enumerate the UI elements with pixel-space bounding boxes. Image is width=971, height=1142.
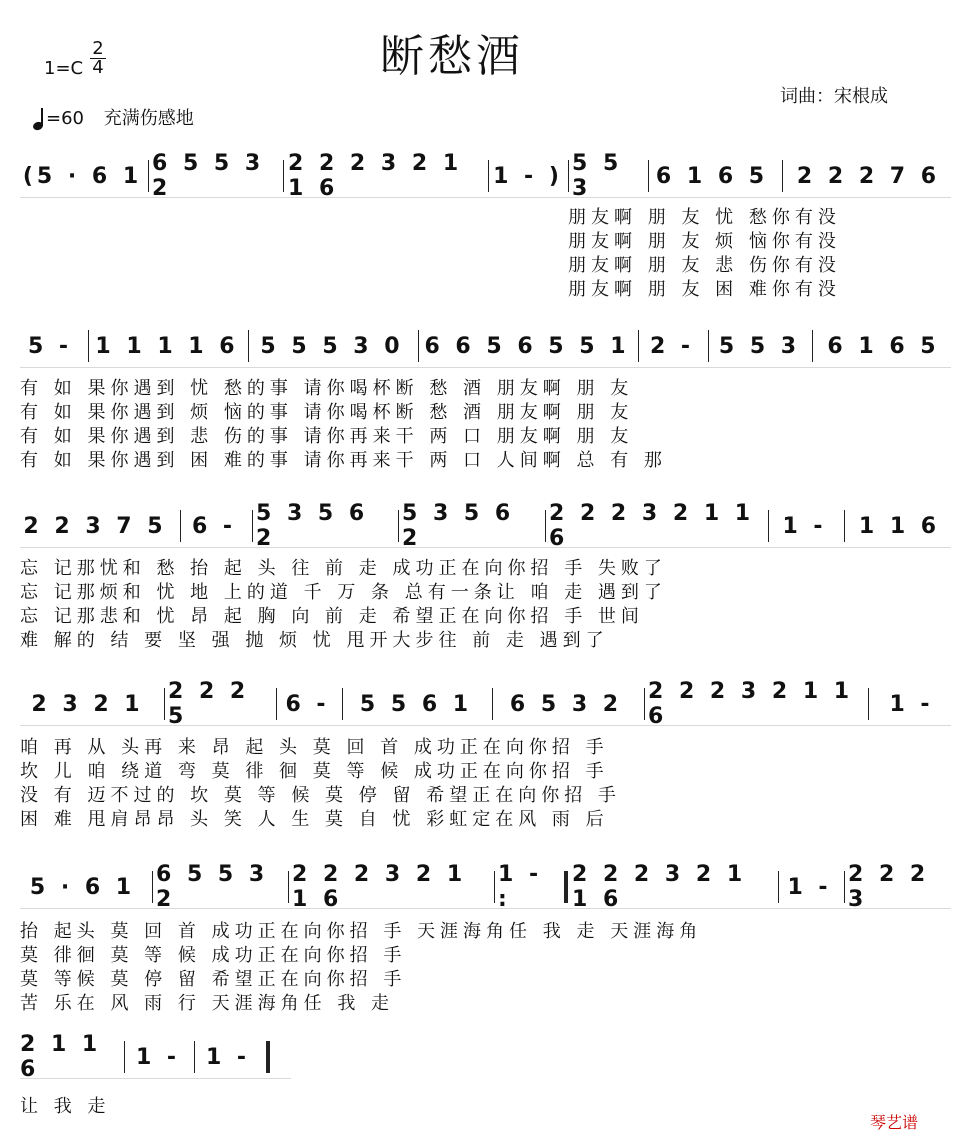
- lyric-line: 朋友啊 朋 友 困 难你有没: [568, 279, 841, 300]
- measure: 6 6 5 6 5 5 1: [424, 333, 630, 359]
- lyric-line: 咱 再 从 头再 来 昂 起 头 莫 回 首 成功正在向你招 手: [20, 737, 609, 758]
- measure: 2 3 2 1: [31, 691, 144, 717]
- bar-line: [88, 330, 89, 362]
- bar-line: [248, 330, 249, 362]
- bar-line: [283, 160, 284, 192]
- measure: 2 2 2 3: [848, 862, 930, 912]
- measure: 5 3 5 6 2: [402, 501, 515, 551]
- repeat-bar-line: [564, 871, 568, 903]
- bar-line: [868, 688, 869, 720]
- measure: 5 5 6 1: [359, 691, 473, 717]
- measure: 6 5 5 3 2: [156, 862, 269, 912]
- measure: 2 2 2 3 2 1 1 6: [549, 501, 755, 551]
- music-system-3: [20, 501, 951, 551]
- expression-text: 充满伤感地: [103, 108, 194, 129]
- measure: 1 -: [205, 1044, 251, 1070]
- bar-line: [398, 510, 399, 542]
- measure: 2 2 2 3 2 1 1 6: [288, 151, 463, 201]
- time-signature: 2 4: [90, 40, 106, 77]
- lyric-line: 有 如 果你遇到 困 难的事 请你再来干 两 口 人间啊 总 有 那: [20, 450, 667, 471]
- lyric-line: 朋友啊 朋 友 烦 恼你有没: [568, 231, 841, 252]
- bar-line: [152, 871, 153, 903]
- measure: 1 1 6: [858, 513, 941, 539]
- measure: 1 -: [889, 691, 934, 717]
- music-system-4: [20, 679, 951, 729]
- music-system-1: [20, 151, 951, 201]
- bar-line: [638, 330, 639, 362]
- measure: 6 1 6 5: [827, 333, 940, 359]
- bar-line: [494, 871, 495, 903]
- bar-line: [180, 510, 181, 542]
- measure: 2 1 1 6: [20, 1032, 102, 1082]
- bar-line: [164, 688, 165, 720]
- measure: 1 -: [787, 874, 832, 900]
- measure: 2 2 2 7 6: [796, 163, 941, 189]
- bar-line: [148, 160, 149, 192]
- music-system-5: [20, 862, 951, 912]
- bar-line: [644, 688, 645, 720]
- lyric-line: 苦 乐在 风 雨 行 天涯海角任 我 走: [20, 993, 395, 1014]
- bar-line: [488, 160, 489, 192]
- measure: 1 -: [135, 1044, 181, 1070]
- key-signature: 1=C: [44, 58, 84, 79]
- measure: 5 -: [27, 333, 73, 359]
- lyric-line: 朋友啊 朋 友 忧 愁你有没: [568, 207, 841, 228]
- measure: (5 · 6 1: [22, 163, 143, 189]
- bar-line: [568, 160, 569, 192]
- measure: 5 5 5 3 0: [260, 333, 404, 359]
- lyric-line: 难 解的 结 要 坚 强 抛 烦 忧 甩开大步往 前 走 遇到了: [20, 630, 609, 651]
- lyric-line: 有 如 果你遇到 烦 恼的事 请你喝杯断 愁 酒 朋友啊 朋 友: [20, 402, 634, 423]
- music-system-6: [20, 1032, 291, 1082]
- bar-line: [545, 510, 546, 542]
- final-bar-line: [266, 1041, 270, 1073]
- measure: 5 · 6 1: [29, 874, 136, 900]
- measure: 2 2 3 7 5: [23, 513, 167, 539]
- measure: 1 1 1 1 6: [95, 333, 239, 359]
- lyric-line: 有 如 果你遇到 忧 愁的事 请你喝杯断 愁 酒 朋友啊 朋 友: [20, 378, 634, 399]
- measure: 6 5 3 2: [509, 691, 623, 717]
- bar-line: [778, 871, 779, 903]
- lyric-line: 莫 等候 莫 停 留 希望正在向你招 手: [20, 969, 407, 990]
- music-system-2: [20, 325, 951, 368]
- lyric-line: 抬 起头 莫 回 首 成功正在向你招 手 天涯海角任 我 走 天涯海角: [20, 921, 703, 942]
- lyric-line: 朋友啊 朋 友 悲 伤你有没: [568, 255, 841, 276]
- bar-line: [844, 871, 845, 903]
- tempo-marking: =60 充满伤感地: [32, 104, 194, 130]
- bar-line: [648, 160, 649, 192]
- measure: 2 2 2 3 2 1 1 6: [292, 862, 467, 912]
- measure: 2 2 2 3 2 1 1 6: [572, 862, 747, 912]
- measure: 2 2 2 5: [168, 679, 250, 729]
- lyric-line: 有 如 果你遇到 悲 伤的事 请你再来干 两 口 朋友啊 朋 友: [20, 426, 634, 447]
- bar-line: [708, 330, 709, 362]
- author-credit: 词曲：宋根成: [780, 86, 888, 107]
- lyric-line: 忘 记那悲和 忧 昂 起 胸 向 前 走 希望正在向你招 手 世间: [20, 606, 644, 627]
- measure: 5 5 3: [718, 333, 801, 359]
- lyric-line: 让 我 走: [20, 1096, 111, 1117]
- measure: 1 - :: [498, 862, 543, 912]
- measure: 6 -: [191, 513, 237, 539]
- lyric-line: 忘 记那忧和 愁 抬 起 头 往 前 走 成功正在向你招 手 失败了: [20, 558, 667, 579]
- measure: 1 - ): [493, 163, 563, 189]
- bar-line: [812, 330, 813, 362]
- bar-line: [782, 160, 783, 192]
- lyric-line: 困 难 甩肩昂昂 头 笑 人 生 莫 自 忧 彩虹定在风 雨 后: [20, 809, 609, 830]
- measure: 6 5 5 3 2: [152, 151, 265, 201]
- bar-line: [276, 688, 277, 720]
- bar-line: [418, 330, 419, 362]
- bar-line: [492, 688, 493, 720]
- bar-line: [124, 1041, 125, 1073]
- bar-line: [194, 1041, 195, 1073]
- lyric-line: 坎 儿 咱 绕道 弯 莫 徘 徊 莫 等 候 成功正在向你招 手: [20, 761, 609, 782]
- bar-line: [252, 510, 253, 542]
- measure: 1 -: [782, 513, 827, 539]
- bar-line: [844, 510, 845, 542]
- lyric-line: 莫 徘徊 莫 等 候 成功正在向你招 手: [20, 945, 407, 966]
- measure: 5 3 5 6 2: [256, 501, 369, 551]
- lyric-line: 没 有 迈不过的 坎 莫 等 候 莫 停 留 希望正在向你招 手: [20, 785, 621, 806]
- measure: 6 -: [285, 691, 330, 717]
- lyric-line: 忘 记那烦和 忧 地 上的道 千 万 条 总有一条让 咱 走 遇到了: [20, 582, 667, 603]
- song-title: 断愁酒: [380, 31, 524, 82]
- bar-line: [768, 510, 769, 542]
- quarter-note-icon: [32, 108, 46, 130]
- measure: 2 -: [649, 333, 695, 359]
- watermark-logo: 琴艺谱: [870, 1113, 919, 1132]
- measure: 2 2 2 3 2 1 1 6: [648, 679, 854, 729]
- bar-line: [342, 688, 343, 720]
- measure: 6 1 6 5: [655, 163, 769, 189]
- measure: 5 5 3: [572, 151, 623, 201]
- bar-line: [288, 871, 289, 903]
